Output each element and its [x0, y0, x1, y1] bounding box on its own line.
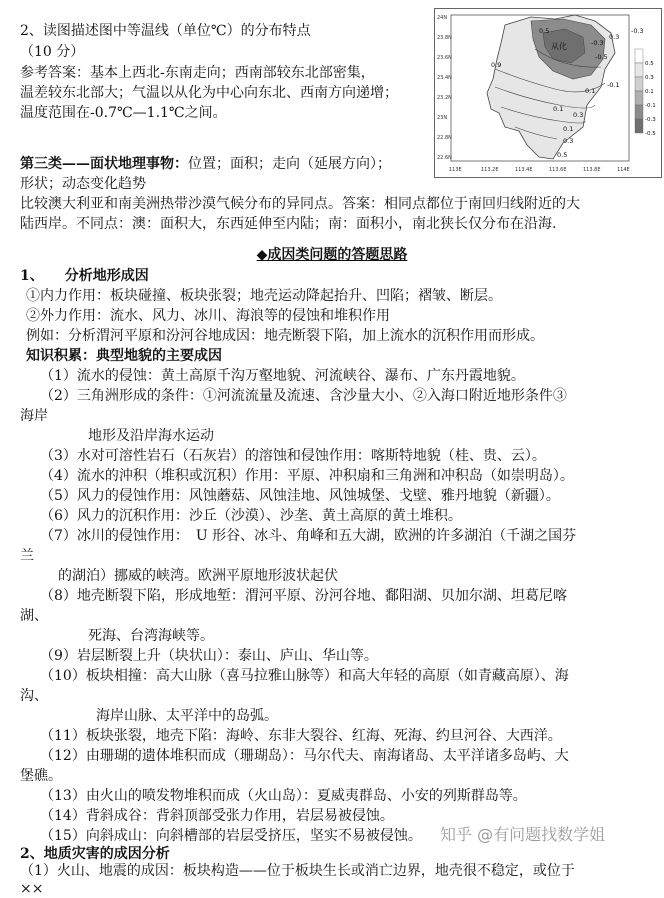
answer-line-1: 参考答案：基本上西北-东南走向；西南部较东北部密集， — [20, 65, 375, 81]
contour-label: 0.1 — [563, 125, 574, 133]
third-category-line-4: 陆西岸。不同点：澳：面积大，东西延伸至内陆；南：面积小，南北狭长仅分布在沿海. — [20, 216, 557, 232]
s2-line-2: ×× — [20, 881, 44, 897]
list-item: （14）背斜成谷：背斜顶部受张力作用，岩层易被侵蚀。 — [40, 808, 394, 824]
lat-label: 23.6N — [437, 55, 452, 61]
list-item: （6）风力的沉积作用：沙丘（沙漠）、沙垄、黄土高原的黄土堆积。 — [40, 508, 462, 524]
list-item: 堡礁。 — [20, 768, 62, 784]
lat-label: 22.8N — [437, 135, 452, 141]
question-2-title: 2、读图描述图中等温线（单位℃）的分布特点 — [20, 23, 311, 39]
contour-label: 0.1 — [553, 105, 564, 113]
third-category-line-1 — [20, 155, 391, 173]
lon-label: 113.4E — [515, 167, 533, 173]
third-category-line-3: 比较澳大利亚和南美洲热带沙漠气候分布的异同点。答案：相同点都位于南回归线附近的大 — [20, 196, 580, 212]
answer-line-3: 温度范围在-0.7℃—1.1℃之间。 — [20, 105, 227, 121]
list-item: （2）三角洲形成的条件：①河流流量及流速、含沙量大小、②入海口附近地形条件③ — [40, 388, 567, 404]
list-item: （3）水对可溶性岩石（石灰岩）的溶蚀和侵蚀作用：喀斯特地貌（桂、贵、云）。 — [40, 448, 546, 464]
map-center-label: 从化 — [551, 42, 567, 51]
third-category-title-rest: 位置；面积；走向（延展方向）； — [188, 156, 391, 172]
contour-label: -0.3 — [591, 39, 604, 47]
contour-label: 0.1 — [585, 87, 596, 95]
list-item: （9）岩层断裂上升（块状山）：泰山、庐山、华山等。 — [40, 648, 378, 664]
contour-label: 0.3 — [573, 111, 584, 119]
legend-label: -0.5 — [645, 131, 656, 137]
list-item: 兰 — [20, 548, 34, 564]
lon-label: 113.6E — [549, 167, 567, 173]
lat-label: 24N — [437, 15, 448, 21]
list-item: 海岸 — [20, 408, 48, 424]
list-item: （4）流水的沖积（堆积或沉积）作用：平原、冲积扇和三角洲和冲积岛（如崇明岛）。 — [40, 468, 574, 484]
list-item: 地形及沿岸海水运动 — [88, 428, 214, 444]
third-category-line-2: 形状；动态变化趋势 — [20, 176, 146, 192]
legend-label: 0.5 — [645, 61, 654, 67]
list-item: （12）由珊瑚的遗体堆积而成（珊瑚岛）：马尔代夫、南海诸岛、太平洋诸多岛屿、大 — [40, 748, 569, 764]
list-item: 死海、台湾海峡等。 — [88, 628, 214, 644]
contour-label: 0.3 — [563, 137, 574, 145]
s1-line-2: ②外力作用：流水、风力、冰川、海浪等的侵蚀和堆积作用 — [26, 308, 390, 324]
lat-label: 23.4N — [437, 75, 452, 81]
s1-knowledge: 知识积累：典型地貌的主要成因 — [26, 348, 222, 364]
list-item: 沟、 — [20, 688, 48, 704]
contour-label: -0.3 — [631, 27, 644, 35]
s2-heading: 2、地质灾害的成因分析 — [20, 846, 170, 862]
lon-label: 114E — [617, 167, 630, 173]
s2-line-1: （1）火山、地震的成因：板块构造——位于板块生长或消亡边界，地壳很不稳定，或位于 — [20, 863, 575, 879]
isotherm-map — [434, 8, 662, 178]
legend-label: 0.1 — [645, 89, 654, 95]
list-item: （11）板块张裂，地壳下陷：海岭、东非大裂谷、红海、死海、约旦河谷、大西洋。 — [40, 728, 562, 744]
lat-label: 23.2N — [437, 95, 452, 101]
list-item: 湖、 — [20, 608, 48, 624]
lon-label: 113E — [449, 167, 462, 173]
list-item: （13）由火山的喷发物堆积而成（火山岛）：夏威夷群岛、小安的列斯群岛等。 — [40, 788, 527, 804]
contour-label: 0.9 — [491, 61, 502, 69]
lon-label: 113.2E — [481, 167, 499, 173]
s1-line-3: 例如：分析渭河平原和汾河谷地成因：地壳断裂下陷，加上流水的沉积作用而形成。 — [26, 328, 544, 344]
lon-label: 113.8E — [583, 167, 601, 173]
s1-line-1: ①内力作用：板块碰撞、板块张裂；地壳运动降起抬升、凹陷；褶皱、断层。 — [26, 288, 502, 304]
contour-label: 0.5 — [539, 27, 550, 35]
list-item: （10）板块相撞：高大山脉（喜马拉雅山脉等）和高大年轻的高原（如青藏高原）、海 — [40, 668, 569, 684]
contour-label: -0.1 — [607, 81, 620, 89]
list-item: （5）风力的侵蚀作用：风蚀蘑菇、风蚀洼地、风蚀城堡、戈壁、雅丹地貌（新疆）。 — [40, 488, 560, 504]
list-item: （8）地壳断裂下陷，形成地堑：渭河平原、汾河谷地、鄱阳湖、贝加尔湖、坦葛尼喀 — [40, 588, 567, 604]
third-category-title: 第三类——面状地理事物： — [20, 156, 188, 172]
contour-label: -0.5 — [595, 53, 608, 61]
lat-label: 23.8N — [437, 35, 452, 41]
list-item: （7）冰川的侵蚀作用： U 形谷、冰斗、角峰和五大湖，欧洲的许多湖泊（千湖之国芬 — [40, 528, 577, 544]
question-2-score: （10 分） — [20, 44, 85, 60]
legend-label: 0.3 — [645, 75, 654, 81]
list-item: 的湖泊）挪威的峡湾。欧洲平原地形波状起伏 — [58, 568, 338, 584]
list-item: 海岸山脉、太平洋中的岛弧。 — [96, 708, 278, 724]
contour-label: 0.5 — [557, 151, 568, 159]
legend-label: -0.1 — [645, 103, 656, 109]
contour-label: 0.3 — [609, 33, 620, 41]
answer-line-2: 温差较东北部大；气温以从化为中心向东北、西南方向递增； — [20, 85, 398, 101]
legend-label: -0.3 — [645, 117, 656, 123]
section-heading: ◆成因类问题的答题思路 — [256, 247, 408, 263]
lat-label: 23N — [437, 115, 448, 121]
list-item: （1）流水的侵蚀：黄土高原千沟万壑地貌、河流峡谷、瀑布、广东丹霞地貌。 — [40, 368, 525, 384]
list-item: （15）向斜成山：向斜槽部的岩层受挤压，坚实不易被侵蚀。 — [40, 828, 422, 844]
watermark: 知乎 @有问题找数学姐 — [440, 825, 606, 844]
s1-heading: 1、 分析地形成因 — [20, 268, 149, 284]
lat-label: 22.6N — [437, 155, 452, 161]
isotherm-map-svg — [435, 9, 661, 177]
